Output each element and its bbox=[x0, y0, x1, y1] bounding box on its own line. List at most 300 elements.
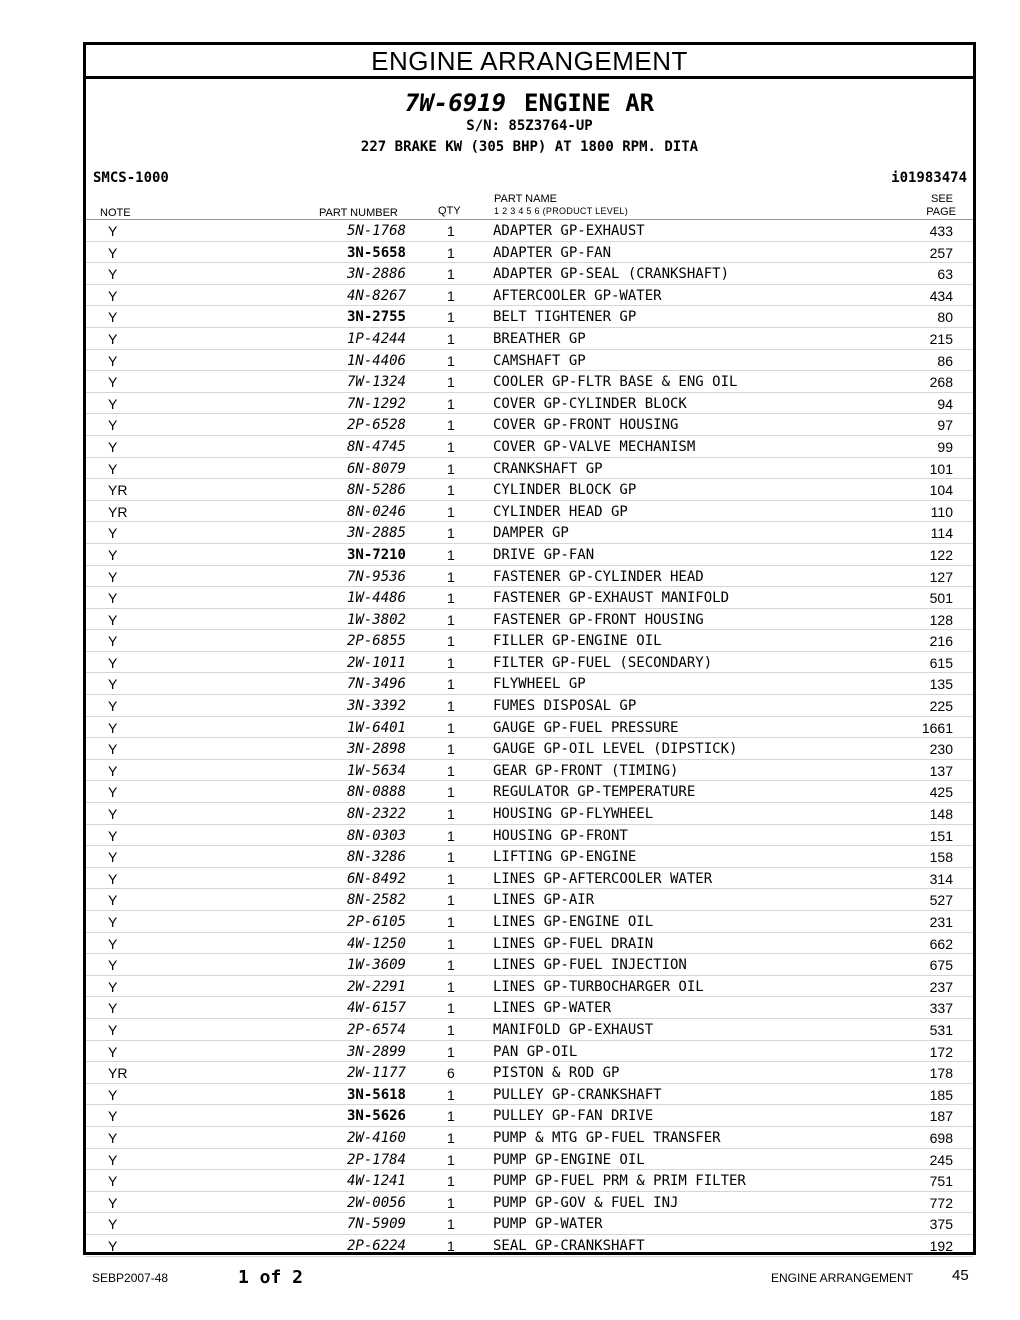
see-page-cell: 187 bbox=[929, 1108, 953, 1125]
table-row bbox=[86, 1105, 973, 1127]
qty-cell: 1 bbox=[447, 266, 455, 283]
table-row bbox=[86, 371, 973, 393]
part-number-cell: 3N-2899 bbox=[346, 1043, 406, 1060]
table-row bbox=[86, 1041, 973, 1063]
part-number-cell: 2W-1177 bbox=[346, 1065, 406, 1082]
qty-cell: 1 bbox=[447, 827, 455, 844]
qty-cell: 1 bbox=[447, 741, 455, 758]
note-cell: Y bbox=[108, 1108, 118, 1125]
table-row bbox=[86, 436, 973, 458]
qty-cell: 1 bbox=[447, 762, 455, 779]
see-page-cell: 772 bbox=[929, 1194, 953, 1211]
part-number-cell: 2W-0056 bbox=[346, 1194, 406, 1211]
part-number-cell: 6N-8079 bbox=[346, 460, 406, 477]
see-page-cell: 527 bbox=[929, 892, 953, 909]
qty-cell: 1 bbox=[447, 978, 455, 995]
table-row bbox=[86, 781, 973, 803]
footer-page-number: 45 bbox=[952, 1267, 969, 1284]
part-name-cell: ADAPTER GP-FAN bbox=[493, 244, 612, 261]
qty-cell: 1 bbox=[447, 849, 455, 866]
note-cell: Y bbox=[108, 395, 118, 412]
note-cell: Y bbox=[108, 1173, 118, 1190]
page-title: ENGINE ARRANGEMENT bbox=[86, 45, 973, 79]
qty-cell: 1 bbox=[447, 1000, 455, 1017]
table-row bbox=[86, 673, 973, 695]
part-number-cell: 3N-2898 bbox=[346, 741, 406, 758]
table-row bbox=[86, 825, 973, 847]
note-cell: Y bbox=[108, 633, 118, 650]
note-cell: YR bbox=[108, 1065, 128, 1082]
note-cell: Y bbox=[108, 1216, 118, 1233]
table-row bbox=[86, 933, 973, 955]
qty-cell: 1 bbox=[447, 309, 455, 326]
see-page-cell: 314 bbox=[929, 870, 953, 887]
see-page-cell: 675 bbox=[929, 957, 953, 974]
qty-cell: 6 bbox=[447, 1065, 455, 1082]
part-name-cell: PUMP GP-WATER bbox=[493, 1216, 603, 1233]
qty-cell: 1 bbox=[447, 525, 455, 542]
table-row bbox=[86, 717, 973, 739]
qty-cell: 1 bbox=[447, 1086, 455, 1103]
part-name-cell: LINES GP-FUEL INJECTION bbox=[493, 957, 687, 974]
part-number-cell: 1W-5634 bbox=[346, 762, 406, 779]
table-row bbox=[86, 479, 973, 501]
table-row bbox=[86, 350, 973, 372]
note-cell: Y bbox=[108, 1043, 118, 1060]
qty-cell: 1 bbox=[447, 1021, 455, 1038]
see-page-cell: 122 bbox=[929, 546, 953, 563]
qty-cell: 1 bbox=[447, 503, 455, 520]
table-row bbox=[86, 954, 973, 976]
part-number-cell: 7N-1292 bbox=[346, 395, 406, 412]
part-number-cell: 7W-1324 bbox=[346, 374, 406, 391]
note-cell: Y bbox=[108, 287, 118, 304]
header-qty: QTY bbox=[438, 205, 461, 217]
part-name-cell: PUMP GP-FUEL PRM & PRIM FILTER bbox=[493, 1173, 746, 1190]
note-cell: Y bbox=[108, 957, 118, 974]
part-number-cell: 2P-6855 bbox=[346, 633, 406, 650]
qty-cell: 1 bbox=[447, 244, 455, 261]
part-number-cell: 2W-1011 bbox=[346, 654, 406, 671]
part-name-cell: SEAL GP-CRANKSHAFT bbox=[493, 1237, 645, 1254]
note-cell: Y bbox=[108, 784, 118, 801]
qty-cell: 1 bbox=[447, 806, 455, 823]
see-page-cell: 135 bbox=[929, 676, 953, 693]
note-cell: Y bbox=[108, 460, 118, 477]
note-cell: Y bbox=[108, 827, 118, 844]
note-cell: Y bbox=[108, 590, 118, 607]
qty-cell: 1 bbox=[447, 935, 455, 952]
part-number-cell: 3N-3392 bbox=[346, 698, 406, 715]
see-page-cell: 99 bbox=[937, 438, 953, 455]
part-name-cell: REGULATOR GP-TEMPERATURE bbox=[493, 784, 696, 801]
note-cell: Y bbox=[108, 244, 118, 261]
table-row bbox=[86, 846, 973, 868]
note-cell: Y bbox=[108, 1021, 118, 1038]
see-page-cell: 151 bbox=[929, 827, 953, 844]
part-number-cell: 3N-5618 bbox=[346, 1086, 406, 1103]
qty-cell: 1 bbox=[447, 417, 455, 434]
part-name-cell: DAMPER GP bbox=[493, 525, 569, 542]
part-name-cell: FUMES DISPOSAL GP bbox=[493, 698, 637, 715]
table-row bbox=[86, 609, 973, 631]
qty-cell: 1 bbox=[447, 1173, 455, 1190]
part-name-cell: LIFTING GP-ENGINE bbox=[493, 849, 637, 866]
see-page-cell: 158 bbox=[929, 849, 953, 866]
qty-cell: 1 bbox=[447, 1129, 455, 1146]
see-page-cell: 110 bbox=[930, 503, 953, 520]
qty-cell: 1 bbox=[447, 698, 455, 715]
table-row bbox=[86, 587, 973, 609]
table-row bbox=[86, 414, 973, 436]
note-cell: Y bbox=[108, 417, 118, 434]
qty-cell: 1 bbox=[447, 482, 455, 499]
see-page-cell: 192 bbox=[929, 1237, 953, 1254]
table-row bbox=[86, 220, 973, 242]
part-name-cell: FILTER GP-FUEL (SECONDARY) bbox=[493, 654, 713, 671]
table-row bbox=[86, 328, 973, 350]
part-number-cell: 1N-4406 bbox=[346, 352, 406, 369]
part-number-cell: 1W-3802 bbox=[346, 611, 406, 628]
table-row bbox=[86, 1149, 973, 1171]
table-row bbox=[86, 1019, 973, 1041]
note-cell: Y bbox=[108, 266, 118, 283]
see-page-cell: 94 bbox=[937, 395, 953, 412]
see-page-cell: 375 bbox=[929, 1216, 953, 1233]
qty-cell: 1 bbox=[447, 352, 455, 369]
note-cell: Y bbox=[108, 1151, 118, 1168]
note-cell: Y bbox=[108, 698, 118, 715]
table-row bbox=[86, 1084, 973, 1106]
table-row bbox=[86, 738, 973, 760]
footer-doc-number: SEBP2007-48 bbox=[92, 1271, 169, 1285]
part-name-cell: FASTENER GP-CYLINDER HEAD bbox=[493, 568, 704, 585]
part-name-cell: CYLINDER BLOCK GP bbox=[493, 482, 637, 499]
table-row bbox=[86, 544, 973, 566]
part-number-cell: 8N-2322 bbox=[346, 806, 406, 823]
see-page-cell: 434 bbox=[929, 287, 953, 304]
part-name-cell: CYLINDER HEAD GP bbox=[493, 503, 628, 520]
part-name-cell: GAUGE GP-FUEL PRESSURE bbox=[493, 719, 679, 736]
note-cell: Y bbox=[108, 870, 118, 887]
part-name-cell: LINES GP-AFTERCOOLER WATER bbox=[493, 870, 713, 887]
part-number-cell: 2P-6528 bbox=[346, 417, 406, 434]
column-header bbox=[86, 191, 973, 220]
serial-number: S/N: 85Z3764-UP bbox=[466, 118, 593, 134]
see-page-cell: 615 bbox=[929, 654, 953, 671]
see-page-cell: 337 bbox=[929, 1000, 953, 1017]
table-row bbox=[86, 1127, 973, 1149]
table-row bbox=[86, 242, 973, 264]
part-name-cell: PUMP GP-GOV & FUEL INJ bbox=[493, 1194, 679, 1211]
note-cell: Y bbox=[108, 741, 118, 758]
see-page-cell: 433 bbox=[929, 223, 953, 239]
table-row bbox=[86, 566, 973, 588]
model-heading bbox=[86, 89, 973, 117]
qty-cell: 1 bbox=[447, 223, 455, 239]
see-page-cell: 86 bbox=[937, 352, 953, 369]
part-number-cell: 6N-8492 bbox=[346, 870, 406, 887]
part-name-cell: LINES GP-WATER bbox=[493, 1000, 612, 1017]
header-part-name: PART NAME bbox=[494, 193, 557, 205]
part-number-cell: 8N-0888 bbox=[346, 784, 406, 801]
part-name-cell: FILLER GP-ENGINE OIL bbox=[493, 633, 662, 650]
table-row bbox=[86, 760, 973, 782]
part-name-cell: COVER GP-FRONT HOUSING bbox=[493, 417, 679, 434]
table-row bbox=[86, 997, 973, 1019]
header-note: NOTE bbox=[100, 207, 131, 219]
qty-cell: 1 bbox=[447, 1237, 455, 1254]
see-page-cell: 172 bbox=[929, 1043, 953, 1060]
see-page-cell: 128 bbox=[929, 611, 953, 628]
part-name-cell: FLYWHEEL GP bbox=[493, 676, 586, 693]
see-page-cell: 178 bbox=[929, 1065, 953, 1082]
see-page-cell: 231 bbox=[929, 914, 953, 930]
note-cell: Y bbox=[108, 309, 118, 326]
qty-cell: 1 bbox=[447, 914, 455, 930]
see-page-cell: 216 bbox=[929, 633, 953, 650]
part-number-cell: 3N-2886 bbox=[346, 266, 406, 283]
power-rating: 227 BRAKE KW (305 BHP) AT 1800 RPM. DITA bbox=[360, 139, 699, 155]
see-page-cell: 245 bbox=[929, 1151, 953, 1168]
part-number-cell: 4W-1250 bbox=[346, 935, 406, 952]
table-row bbox=[86, 976, 973, 998]
part-number-cell: 7N-3496 bbox=[346, 676, 406, 693]
part-number-cell: 8N-2582 bbox=[346, 892, 406, 909]
qty-cell: 1 bbox=[447, 374, 455, 391]
see-page-cell: 104 bbox=[929, 482, 953, 499]
qty-cell: 1 bbox=[447, 633, 455, 650]
part-name-cell: LINES GP-ENGINE OIL bbox=[493, 914, 654, 930]
see-page-cell: 501 bbox=[929, 590, 953, 607]
see-page-cell: 1661 bbox=[921, 719, 953, 736]
note-cell: Y bbox=[108, 762, 118, 779]
note-cell: Y bbox=[108, 438, 118, 455]
see-page-cell: 268 bbox=[929, 374, 953, 391]
note-cell: Y bbox=[108, 892, 118, 909]
part-number-cell: 8N-5286 bbox=[346, 482, 406, 499]
part-name-cell: PISTON & ROD GP bbox=[493, 1065, 620, 1082]
part-number-cell: 3N-5658 bbox=[346, 244, 406, 261]
part-number-cell: 1W-3609 bbox=[346, 957, 406, 974]
see-page-cell: 80 bbox=[937, 309, 953, 326]
qty-cell: 1 bbox=[447, 676, 455, 693]
part-number-cell: 1W-4486 bbox=[346, 590, 406, 607]
note-cell: Y bbox=[108, 223, 118, 239]
table-row bbox=[86, 695, 973, 717]
qty-cell: 1 bbox=[447, 892, 455, 909]
part-name-cell: GEAR GP-FRONT (TIMING) bbox=[493, 762, 679, 779]
table-row bbox=[86, 1192, 973, 1214]
table-row bbox=[86, 1170, 973, 1192]
part-name-cell: FASTENER GP-EXHAUST MANIFOLD bbox=[493, 590, 730, 607]
note-cell: Y bbox=[108, 374, 118, 391]
part-number-cell: 3N-2885 bbox=[346, 525, 406, 542]
table-row bbox=[86, 1213, 973, 1235]
part-number-cell: 8N-4745 bbox=[346, 438, 406, 455]
qty-cell: 1 bbox=[447, 568, 455, 585]
qty-cell: 1 bbox=[447, 460, 455, 477]
table-row bbox=[86, 630, 973, 652]
table-row bbox=[86, 501, 973, 523]
note-cell: Y bbox=[108, 914, 118, 930]
note-cell: YR bbox=[108, 482, 128, 499]
part-number-cell: 2W-4160 bbox=[346, 1129, 406, 1146]
smcs-code: SMCS-1000 bbox=[93, 170, 169, 186]
table-row bbox=[86, 911, 973, 933]
table-row bbox=[86, 889, 973, 911]
note-cell: Y bbox=[108, 330, 118, 347]
see-page-cell: 215 bbox=[929, 330, 953, 347]
table-row bbox=[86, 803, 973, 825]
note-cell: Y bbox=[108, 1194, 118, 1211]
see-page-cell: 148 bbox=[929, 806, 953, 823]
qty-cell: 1 bbox=[447, 870, 455, 887]
header-product-levels: 1 2 3 4 5 6 (PRODUCT LEVEL) bbox=[494, 206, 628, 216]
table-row bbox=[86, 1062, 973, 1084]
see-page-cell: 751 bbox=[929, 1173, 953, 1190]
table-row bbox=[86, 1235, 973, 1257]
footer-page-of: 1 of 2 bbox=[238, 1267, 304, 1288]
note-cell: Y bbox=[108, 352, 118, 369]
table-row bbox=[86, 393, 973, 415]
see-page-cell: 230 bbox=[929, 741, 953, 758]
header-page: PAGE bbox=[926, 206, 956, 218]
part-number-cell: 2P-6224 bbox=[346, 1237, 406, 1254]
parts-table bbox=[86, 220, 973, 1257]
table-row bbox=[86, 652, 973, 674]
part-name-cell: PUMP & MTG GP-FUEL TRANSFER bbox=[493, 1129, 721, 1146]
note-cell: Y bbox=[108, 676, 118, 693]
table-row bbox=[86, 285, 973, 307]
part-number-cell: 3N-2755 bbox=[346, 309, 406, 326]
part-name-cell: PULLEY GP-FAN DRIVE bbox=[493, 1108, 654, 1125]
part-name-cell: FASTENER GP-FRONT HOUSING bbox=[493, 611, 704, 628]
part-name-cell: MANIFOLD GP-EXHAUST bbox=[493, 1021, 654, 1038]
part-name-cell: LINES GP-FUEL DRAIN bbox=[493, 935, 654, 952]
part-name-cell: HOUSING GP-FRONT bbox=[493, 827, 628, 844]
see-page-cell: 257 bbox=[929, 244, 953, 261]
header-see: SEE bbox=[930, 193, 953, 205]
see-page-cell: 114 bbox=[930, 525, 953, 542]
see-page-cell: 137 bbox=[929, 762, 953, 779]
part-number-cell: 2P-6105 bbox=[346, 914, 406, 930]
table-row bbox=[86, 306, 973, 328]
table-row bbox=[86, 263, 973, 285]
qty-cell: 1 bbox=[447, 784, 455, 801]
footer-section: ENGINE ARRANGEMENT bbox=[771, 1271, 914, 1285]
part-number-cell: 7N-9536 bbox=[346, 568, 406, 585]
note-cell: Y bbox=[108, 1237, 118, 1254]
note-cell: Y bbox=[108, 719, 118, 736]
table-row bbox=[86, 458, 973, 480]
qty-cell: 1 bbox=[447, 719, 455, 736]
note-cell: Y bbox=[108, 1129, 118, 1146]
see-page-cell: 101 bbox=[929, 460, 953, 477]
document-id: i01983474 bbox=[891, 170, 967, 186]
qty-cell: 1 bbox=[447, 1151, 455, 1168]
qty-cell: 1 bbox=[447, 1108, 455, 1125]
qty-cell: 1 bbox=[447, 1043, 455, 1060]
part-number-cell: 3N-5626 bbox=[346, 1108, 406, 1125]
part-name-cell: ADAPTER GP-EXHAUST bbox=[493, 223, 645, 239]
model-number: 7W-6919 bbox=[404, 89, 507, 117]
part-name-cell: COVER GP-VALVE MECHANISM bbox=[493, 438, 696, 455]
note-cell: Y bbox=[108, 546, 118, 563]
note-cell: Y bbox=[108, 935, 118, 952]
see-page-cell: 63 bbox=[937, 266, 953, 283]
part-name-cell: CRANKSHAFT GP bbox=[493, 460, 603, 477]
part-name-cell: ADAPTER GP-SEAL (CRANKSHAFT) bbox=[493, 266, 730, 283]
part-name-cell: COOLER GP-FLTR BASE & ENG OIL bbox=[493, 374, 738, 391]
qty-cell: 1 bbox=[447, 957, 455, 974]
part-name-cell: CAMSHAFT GP bbox=[493, 352, 586, 369]
part-number-cell: 7N-5909 bbox=[346, 1216, 406, 1233]
see-page-cell: 237 bbox=[929, 978, 953, 995]
part-number-cell: 4N-8267 bbox=[346, 287, 406, 304]
see-page-cell: 662 bbox=[929, 935, 953, 952]
table-row bbox=[86, 522, 973, 544]
part-name-cell: LINES GP-AIR bbox=[493, 892, 595, 909]
qty-cell: 1 bbox=[447, 1194, 455, 1211]
see-page-cell: 97 bbox=[937, 417, 953, 434]
note-cell: Y bbox=[108, 1086, 118, 1103]
qty-cell: 1 bbox=[447, 395, 455, 412]
note-cell: Y bbox=[108, 978, 118, 995]
part-name-cell: BREATHER GP bbox=[493, 330, 586, 347]
note-cell: Y bbox=[108, 611, 118, 628]
part-name-cell: BELT TIGHTENER GP bbox=[493, 309, 637, 326]
part-name-cell: LINES GP-TURBOCHARGER OIL bbox=[493, 978, 704, 995]
note-cell: Y bbox=[108, 568, 118, 585]
part-name-cell: PAN GP-OIL bbox=[493, 1043, 578, 1060]
part-name-cell: COVER GP-CYLINDER BLOCK bbox=[493, 395, 687, 412]
document-frame bbox=[83, 42, 976, 1255]
qty-cell: 1 bbox=[447, 654, 455, 671]
part-name-cell: PUMP GP-ENGINE OIL bbox=[493, 1151, 645, 1168]
part-number-cell: 4W-6157 bbox=[346, 1000, 406, 1017]
note-cell: Y bbox=[108, 525, 118, 542]
part-number-cell: 4W-1241 bbox=[346, 1173, 406, 1190]
qty-cell: 1 bbox=[447, 546, 455, 563]
table-row bbox=[86, 868, 973, 890]
qty-cell: 1 bbox=[447, 1216, 455, 1233]
part-number-cell: 2P-1784 bbox=[346, 1151, 406, 1168]
see-page-cell: 425 bbox=[929, 784, 953, 801]
see-page-cell: 225 bbox=[929, 698, 953, 715]
see-page-cell: 698 bbox=[929, 1129, 953, 1146]
part-number-cell: 8N-0246 bbox=[346, 503, 406, 520]
part-name-cell: HOUSING GP-FLYWHEEL bbox=[493, 806, 654, 823]
part-number-cell: 5N-1768 bbox=[346, 223, 406, 239]
model-name: ENGINE AR bbox=[524, 89, 655, 117]
part-number-cell: 2W-2291 bbox=[346, 978, 406, 995]
qty-cell: 1 bbox=[447, 438, 455, 455]
note-cell: Y bbox=[108, 654, 118, 671]
qty-cell: 1 bbox=[447, 611, 455, 628]
part-name-cell: DRIVE GP-FAN bbox=[493, 546, 595, 563]
part-number-cell: 2P-6574 bbox=[346, 1021, 406, 1038]
part-name-cell: PULLEY GP-CRANKSHAFT bbox=[493, 1086, 662, 1103]
part-number-cell: 1P-4244 bbox=[346, 330, 406, 347]
note-cell: YR bbox=[108, 503, 128, 520]
qty-cell: 1 bbox=[447, 330, 455, 347]
part-name-cell: AFTERCOOLER GP-WATER bbox=[493, 287, 662, 304]
part-number-cell: 1W-6401 bbox=[346, 719, 406, 736]
part-number-cell: 3N-7210 bbox=[346, 546, 406, 563]
qty-cell: 1 bbox=[447, 590, 455, 607]
note-cell: Y bbox=[108, 806, 118, 823]
